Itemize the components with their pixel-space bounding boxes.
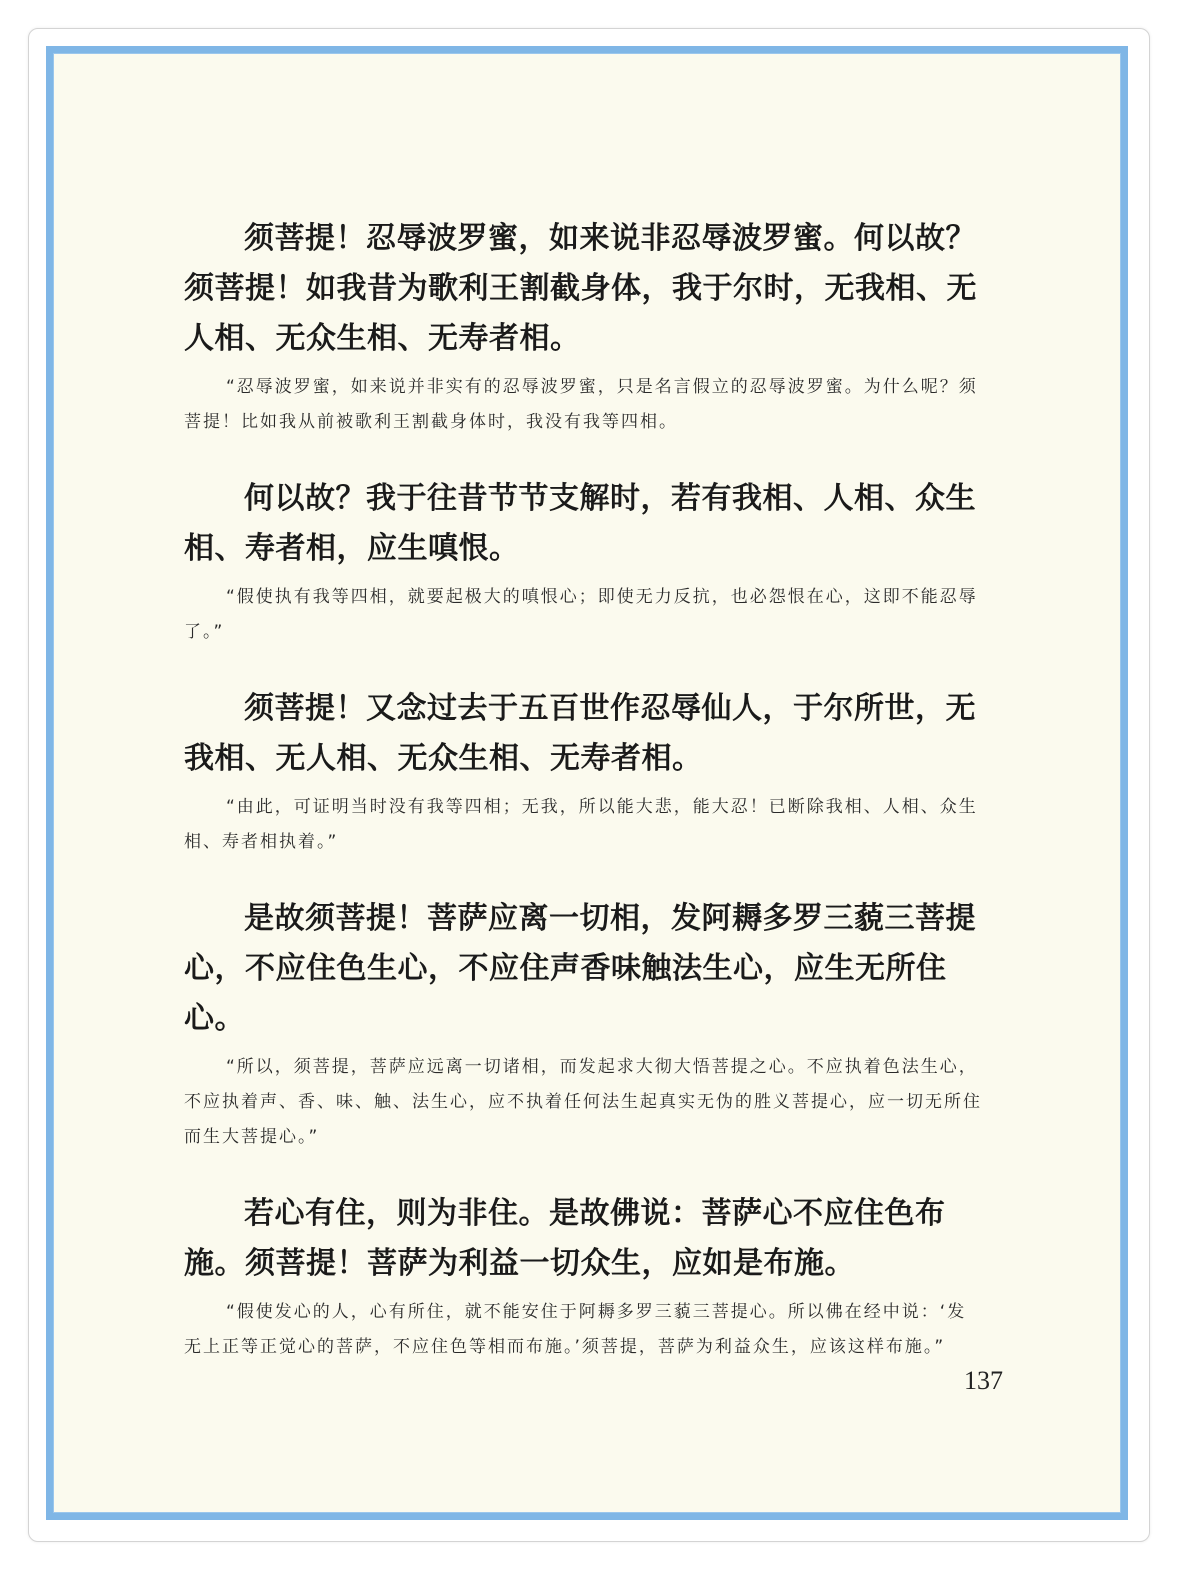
page-number: 137 xyxy=(964,1366,1003,1395)
page-content xyxy=(184,214,984,1365)
scripture-text: 若心有住，则为非住。是故佛说：菩萨心不应住色布施。须菩提！菩萨为利益一切众生，应如是布施。 xyxy=(184,1196,946,1281)
page-border-frame xyxy=(46,46,1128,1520)
passage-4 xyxy=(184,894,984,1155)
commentary-text: “由此，可证明当时没有我等四相；无我，所以能大悲，能大忍！已断除我相、人相、众生相、寿者相执着。” xyxy=(184,797,978,852)
scripture-text: 是故须菩提！菩萨应离一切相，发阿耨多罗三藐三菩提心，不应住色生心，不应住声香味触法生心，应生无所住心。 xyxy=(184,901,976,1036)
book-page xyxy=(53,53,1121,1513)
scripture-text: 何以故？我于往昔节节支解时，若有我相、人相、众生相、寿者相，应生嗔恨。 xyxy=(184,481,976,566)
commentary-text: “忍辱波罗蜜，如来说并非实有的忍辱波罗蜜，只是名言假立的忍辱波罗蜜。为什么呢？须菩提！比如我从前被歌利王割截身体时，我没有我等四相。 xyxy=(184,377,978,432)
passage-1 xyxy=(184,214,984,440)
commentary-text: “所以，须菩提，菩萨应远离一切诸相，而发起求大彻大悟菩提之心。不应执着色法生心，不应执着声、香、味、触、法生心，应不执着任何法生起真实无伪的胜义菩提心，应一切无所住而生大菩提心。” xyxy=(184,1057,982,1147)
passage-2 xyxy=(184,474,984,650)
passage-3 xyxy=(184,684,984,860)
commentary-text: “假使执有我等四相，就要起极大的嗔恨心；即使无力反抗，也必怨恨在心，这即不能忍辱了。” xyxy=(184,587,978,642)
scripture-text: 须菩提！忍辱波罗蜜，如来说非忍辱波罗蜜。何以故？须菩提！如我昔为歌利王割截身体，我于尔时，无我相、无人相、无众生相、无寿者相。 xyxy=(184,221,977,356)
scripture-text: 须菩提！又念过去于五百世作忍辱仙人，于尔所世，无我相、无人相、无众生相、无寿者相。 xyxy=(184,691,976,776)
commentary-text: “假使发心的人，心有所住，就不能安住于阿耨多罗三藐三菩提心。所以佛在经中说：‘发无上正等正觉心的菩萨，不应住色等相而布施。’须菩提，菩萨为利益众生，应该这样布施。” xyxy=(184,1302,967,1357)
passage-5 xyxy=(184,1189,984,1365)
